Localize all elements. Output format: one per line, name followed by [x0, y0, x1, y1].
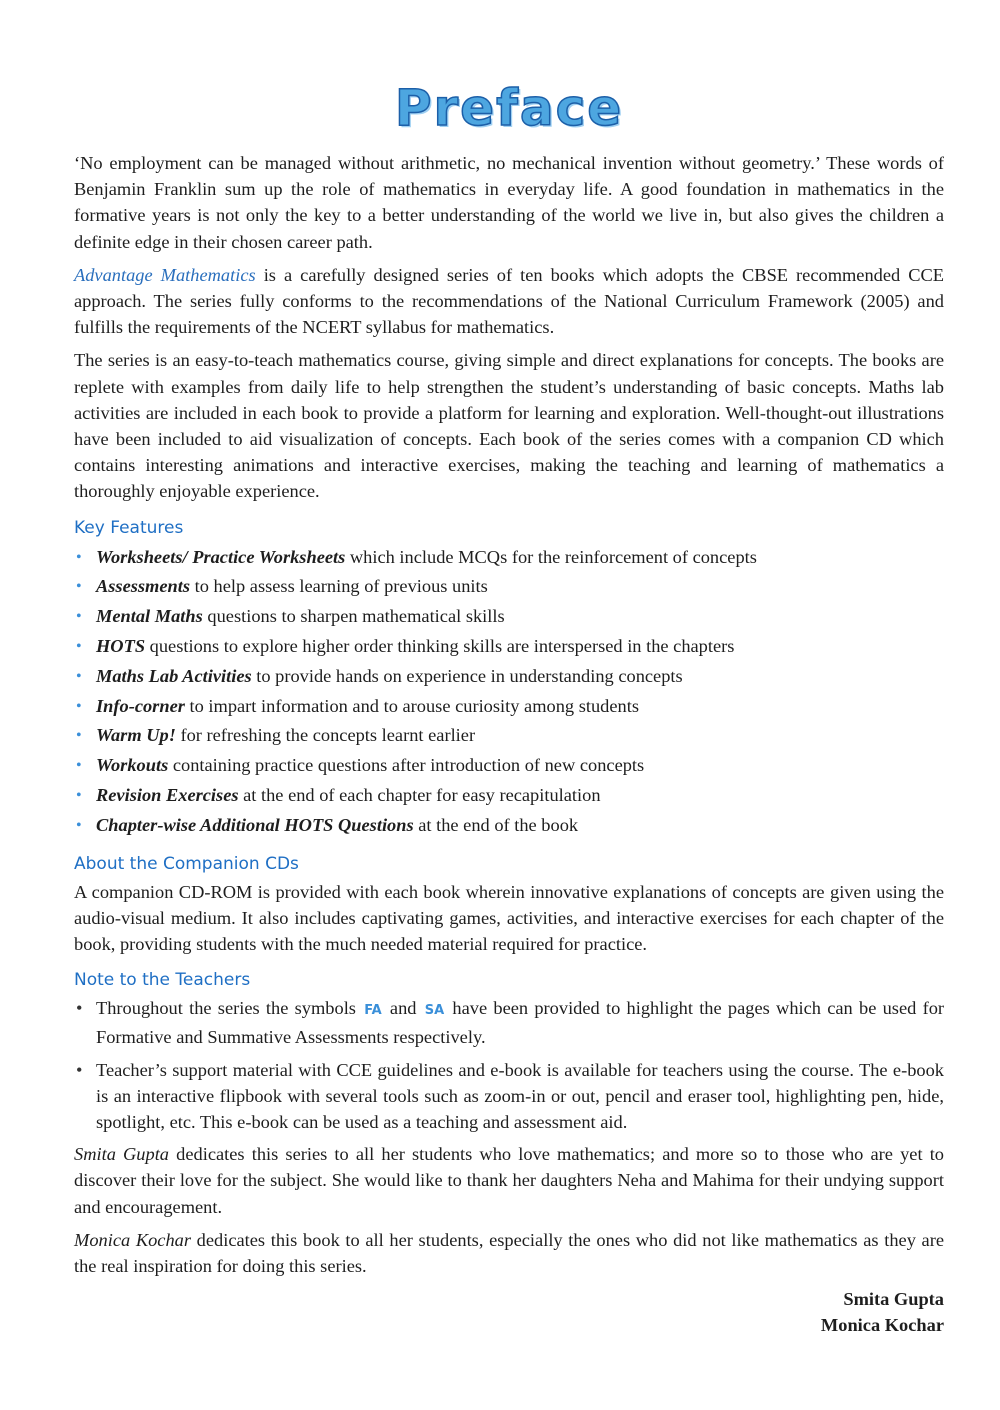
- feature-description: which include MCQs for the reinforcement of concepts: [345, 546, 757, 567]
- feature-term: Revision Exercises: [96, 785, 239, 806]
- feature-term: Assessments: [96, 576, 191, 597]
- feature-term: Worksheets/ Practice Worksheets: [96, 546, 346, 567]
- feature-term: Maths Lab Activities: [96, 665, 252, 686]
- feature-description: to provide hands on experience in understanding concepts: [251, 665, 683, 686]
- signatures: [74, 1286, 944, 1338]
- feature-term: Info-corner: [96, 695, 185, 716]
- key-feature-item: [74, 751, 944, 781]
- bullet-icon: •: [76, 667, 82, 685]
- bullet-icon: •: [76, 638, 82, 656]
- note-text: and: [383, 998, 423, 1019]
- key-feature-item: [74, 632, 944, 662]
- feature-description: for refreshing the concepts learnt earlier: [175, 725, 476, 746]
- dedication-1: [74, 1141, 944, 1220]
- author-name: Smita Gupta: [74, 1144, 170, 1165]
- feature-description: questions to explore higher order thinking skills are interspersed in the chapters: [145, 636, 735, 657]
- sa-symbol-icon: SA: [424, 1003, 445, 1019]
- feature-description: to help assess learning of previous units: [190, 576, 488, 597]
- teachers-note-item: [74, 995, 944, 1050]
- feature-description: to impart information and to arouse curiosity among students: [184, 695, 639, 716]
- feature-description: containing practice questions after introduction of new concepts: [168, 755, 645, 776]
- bullet-icon: •: [76, 548, 82, 566]
- key-feature-item: [74, 781, 944, 811]
- feature-term: Warm Up!: [96, 725, 176, 746]
- bullet-icon: •: [76, 1059, 83, 1080]
- teachers-note-list: [74, 995, 944, 1135]
- companion-cd-heading: About the Companion CDs: [74, 853, 299, 874]
- feature-term: Workouts: [96, 755, 169, 776]
- key-feature-item: [74, 543, 944, 573]
- feature-term: HOTS: [96, 636, 146, 657]
- key-feature-item: [74, 572, 944, 602]
- key-features-list: [74, 543, 944, 841]
- series-name: Advantage Mathematics: [74, 264, 256, 285]
- dedication-text: dedicates this series to all her students who love mathematics; and more so to those who are yet to discover their love for the subject. She would like to thank her daughters Neha and Mahima for their undying support and encouragement.: [74, 1144, 945, 1217]
- intro-paragraph-1: ‘No employment can be managed without arithmetic, no mechanical invention without geometry.’ These words of Benjamin Franklin sum up the role of mathematics in everyday life. A good foundation in mathematics in the formative years is not only the key to a better understanding of the world we live in, but also gives the children a definite edge in their chosen career path.: [74, 153, 944, 252]
- feature-description: at the end of each chapter for easy recapitulation: [238, 785, 601, 806]
- companion-cd-text: A companion CD-ROM is provided with each book wherein innovative explanations of concepts are given using the audio-visual medium. It also includes captivating games, activities, and interactive exercises for each chapter of the book, providing students with the much needed material required for practice.: [74, 881, 944, 955]
- feature-term: Mental Maths: [96, 606, 203, 627]
- bullet-icon: •: [76, 998, 83, 1019]
- intro-paragraph-2: [74, 262, 944, 341]
- bullet-icon: •: [76, 787, 82, 805]
- author-name: Monica Kochar: [74, 1229, 192, 1250]
- feature-description: questions to sharpen mathematical skills: [202, 606, 505, 627]
- bullet-icon: •: [76, 757, 82, 775]
- signature-name: Smita Gupta: [843, 1289, 944, 1310]
- key-feature-item: [74, 602, 944, 632]
- note-text: Teacher’s support material with CCE guidelines and e-book is available for teachers using the course. The e-book is an interactive flipbook with several tools such as zoom-in or out, pencil and eraser tool, highlighting pen, hide, spotlight, etc. This e-book can be used as a teaching and assessment aid.: [96, 1059, 944, 1133]
- signature-name: Monica Kochar: [820, 1315, 944, 1336]
- bullet-icon: •: [76, 578, 82, 596]
- bullet-icon: •: [76, 697, 82, 715]
- key-feature-item: [74, 692, 944, 722]
- key-feature-item: [74, 811, 944, 841]
- title-text: Preface: [394, 79, 624, 137]
- teachers-note-item: [74, 1057, 944, 1136]
- feature-term: Chapter-wise Additional HOTS Questions: [96, 814, 414, 835]
- key-feature-item: [74, 721, 944, 751]
- dedication-text: dedicates this book to all her students, especially the ones who did not like mathematics as they are the real inspiration for doing this series.: [74, 1229, 944, 1277]
- intro-paragraph-2-text: is a carefully designed series of ten books which adopts the CBSE recommended CCE approach. The series fully conforms to the recommendations of the National Curriculum Framework (2005) and fulfills the requirements of the NCERT syllabus for mathematics.: [74, 264, 945, 338]
- fa-symbol-icon: FA: [364, 1003, 382, 1019]
- bullet-icon: •: [76, 727, 82, 745]
- intro-paragraph-3: The series is an easy-to-teach mathematics course, giving simple and direct explanations for concepts. The books are replete with examples from daily life to help strengthen the student’s understanding of basic concepts. Maths lab activities are included in each book to provide a platform for learning and exploration. Well-thought-out illustrations have been included to aid visualization of concepts. Each book of the series comes with a companion CD which contains interesting animations and interactive exercises, making the teaching and learning of mathematics a thoroughly enjoyable experience.: [74, 350, 944, 502]
- key-features-heading: Key Features: [74, 517, 184, 538]
- note-text: Throughout the series the symbols: [96, 998, 363, 1019]
- dedication-2: [74, 1227, 944, 1279]
- bullet-icon: •: [76, 816, 82, 834]
- note-text: have been provided to highlight the pages which can be used for Formative and Summative Assessments respectively.: [96, 998, 945, 1048]
- key-feature-item: [74, 662, 944, 692]
- bullet-icon: •: [76, 608, 82, 626]
- teachers-note-heading: Note to the Teachers: [74, 970, 251, 991]
- feature-description: at the end of the book: [413, 814, 579, 835]
- page-title: [74, 76, 944, 140]
